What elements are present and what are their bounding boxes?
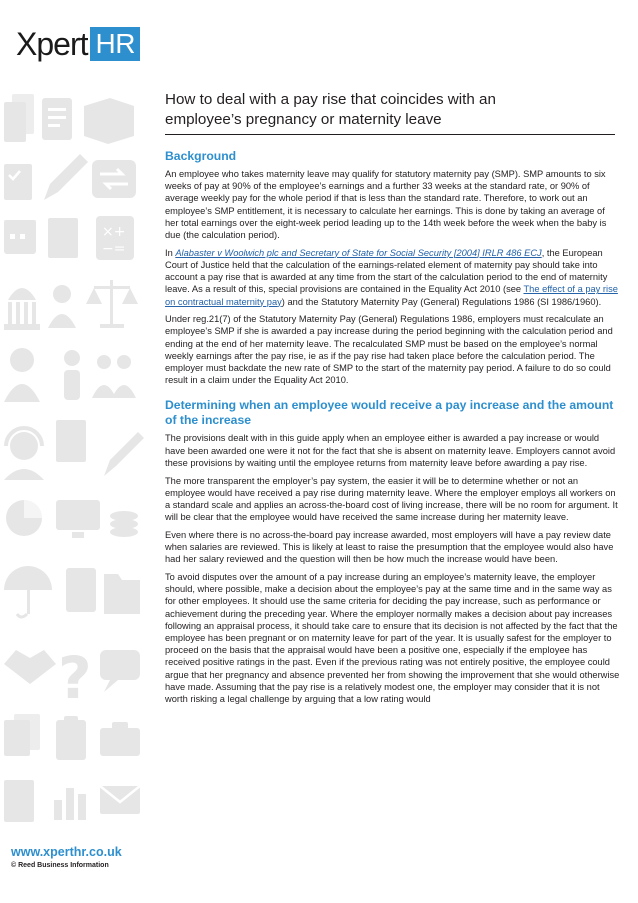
coins-icon bbox=[110, 511, 138, 537]
related-guide-link[interactable]: The effect of a pay rise on contractual maternity pay bbox=[165, 284, 618, 307]
svg-text:×+: ×+ bbox=[102, 224, 126, 240]
folder-icon bbox=[104, 574, 140, 614]
checklist-icon bbox=[4, 164, 32, 200]
document-body bbox=[165, 149, 620, 711]
transfer-arrows-icon bbox=[92, 160, 136, 198]
title-line-1: How to deal with a pay rise that coincides with an bbox=[165, 91, 496, 108]
clipboard-icon bbox=[56, 716, 86, 760]
section-heading-background: Background bbox=[165, 149, 237, 163]
person-icon bbox=[4, 348, 40, 402]
people-icon bbox=[48, 285, 76, 328]
decorative-icon-sidebar bbox=[0, 80, 150, 840]
people-group-icon bbox=[92, 355, 136, 398]
building-dome-icon bbox=[4, 288, 40, 330]
paragraph: To avoid disputes over the amount of a pay increase during an employee’s maternity leave, the employer should, where possible, make a decision about the employee’s pay at the same time and in the same way as for other employees. It should use the same criteria for deciding the pay increase, such as performance or achievement during the preceding year. Where the employer normally makes a decision about pay increases following an appraisal process, it should take care to ensure that its decision is not affected by the fact that the employee has been pregnant or on maternity leave for part of the year. It is usually safest for the employer to proceed on the basis that the appraisal would have been a positive one, especially if the employee has received positive ratings in the past. Even if the previous rating was not entirely positive, the employee could argue that her pregnancy and absence prevented her from showing the improvement that she would otherwise have made. Assuming that the pay rise is a relatively modest one, the employer may consider that it is not worth risking a legal challenge by arguing that a low rating would bbox=[165, 571, 620, 705]
calculator-icon bbox=[96, 216, 134, 260]
paragraph: An employee who takes maternity leave may qualify for statutory maternity pay (SMP). SMP amounts to six weeks of pay at 90% of the employee’s earnings and a further 33 weeks at the standard rate, or 90% of average weekly pay for the whole period if that is less than the standard rate. Therefore, to work out an employee’s SMP entitlement, it is necessary to calculate her earnings. This is done by taking an average of her total earnings over the eight-week period leading up to the 14th week before the week when the baby is due (the calculation period). bbox=[165, 169, 607, 241]
calendar-icon bbox=[4, 220, 36, 254]
box-icon bbox=[84, 98, 134, 144]
xperthr-logo bbox=[16, 26, 140, 62]
scales-icon bbox=[86, 280, 138, 328]
notebook-icon bbox=[66, 568, 96, 612]
report-icon bbox=[4, 780, 34, 822]
figure-icon bbox=[64, 350, 80, 400]
chart-icon bbox=[54, 788, 86, 820]
title-line-2: employee’s pregnancy or maternity leave bbox=[165, 111, 442, 128]
pie-chart-icon bbox=[6, 500, 42, 536]
document-icon bbox=[48, 218, 78, 258]
document-title bbox=[165, 90, 605, 130]
handshake-icon bbox=[4, 650, 56, 684]
paragraph-text: In bbox=[165, 247, 176, 258]
svg-text:?: ? bbox=[58, 644, 92, 712]
pen-icon bbox=[104, 432, 144, 476]
notepad-icon bbox=[42, 98, 72, 140]
question-mark-icon bbox=[58, 644, 92, 712]
umbrella-icon bbox=[4, 566, 52, 617]
section-heading-determining: Determining when an employee would receive a pay increase and the amount of the increase bbox=[165, 398, 614, 428]
svg-text:−=: −= bbox=[102, 241, 126, 257]
logo-text-hr: HR bbox=[90, 27, 139, 61]
paper-icon bbox=[56, 420, 86, 462]
paragraph: The provisions dealt with in this guide apply when an employee either is awarded a pay increase or would have been awarded one were it not for the fact that she is absent on maternity leave. Employers cannot avoid these provisions by waiting until the employee returns from maternity leave before awarding a pay rise. bbox=[165, 433, 616, 468]
document-stack-icon bbox=[4, 94, 34, 142]
website-url[interactable]: www.xperthr.co.uk bbox=[11, 845, 122, 859]
case-citation-link[interactable]: Alabaster v Woolwich plc and Secretary of State for Social Security [2004] IRLR 486 ECJ bbox=[175, 247, 542, 258]
copyright-notice: © Reed Business Information bbox=[11, 862, 109, 869]
paragraph-text: , the European Court of Justice held that the calculation of the earnings-related element of maternity pay should take into account a pay rise that is awarded at any time from the start of the calculation period to the end of maternity leave. As a result of this, special provisions are contained in the Equality Act 2010 (see bbox=[165, 247, 608, 295]
speech-bubble-icon bbox=[100, 650, 140, 692]
envelope-icon bbox=[100, 786, 140, 814]
paragraph: Even where there is no across-the-board pay increase awarded, most employers will have a pay review date when salaries are reviewed. This is likely at least to raise the presumption that the employee would also have had her salary reviewed and the question will then be how much the increase would have been. bbox=[165, 529, 614, 565]
pencil-icon bbox=[44, 154, 88, 200]
paragraph: Under reg.21(7) of the Statutory Maternity Pay (General) Regulations 1986, employers must recalculate an employee’s SMP if she is awarded a pay increase during the period beginning with the calculation period and ending at the end of her maternity leave. The recalculated SMP must be based on the employee’s normal weekly earnings after the pay rise, ie as if the pay rise had taken place before the calculation period. The employer must backdate the new rate of SMP to the start of the maternity pay period. A failure to do so could result in a claim under the Equality Act 2010. bbox=[165, 314, 613, 386]
logo-text-xpert: Xpert bbox=[16, 26, 88, 62]
title-divider bbox=[165, 134, 615, 135]
paragraph bbox=[165, 247, 620, 308]
paragraph: The more transparent the employer’s pay system, the easier it will be to determine whether or not an employee would have received a pay rise during maternity leave. Where the employer employs all workers on a standard scale and applies an across-the-board cost of living increase, there will be no room for argument. It will be clear that the employee would have received the same increase during her maternity leave. bbox=[165, 475, 618, 523]
briefcase-icon bbox=[100, 722, 140, 756]
headset-icon bbox=[4, 428, 44, 480]
computer-icon bbox=[56, 500, 100, 538]
documents-icon bbox=[4, 714, 40, 756]
paragraph-text: ) and the Statutory Maternity Pay (General) Regulations 1986 (SI 1986/1960). bbox=[281, 296, 602, 307]
